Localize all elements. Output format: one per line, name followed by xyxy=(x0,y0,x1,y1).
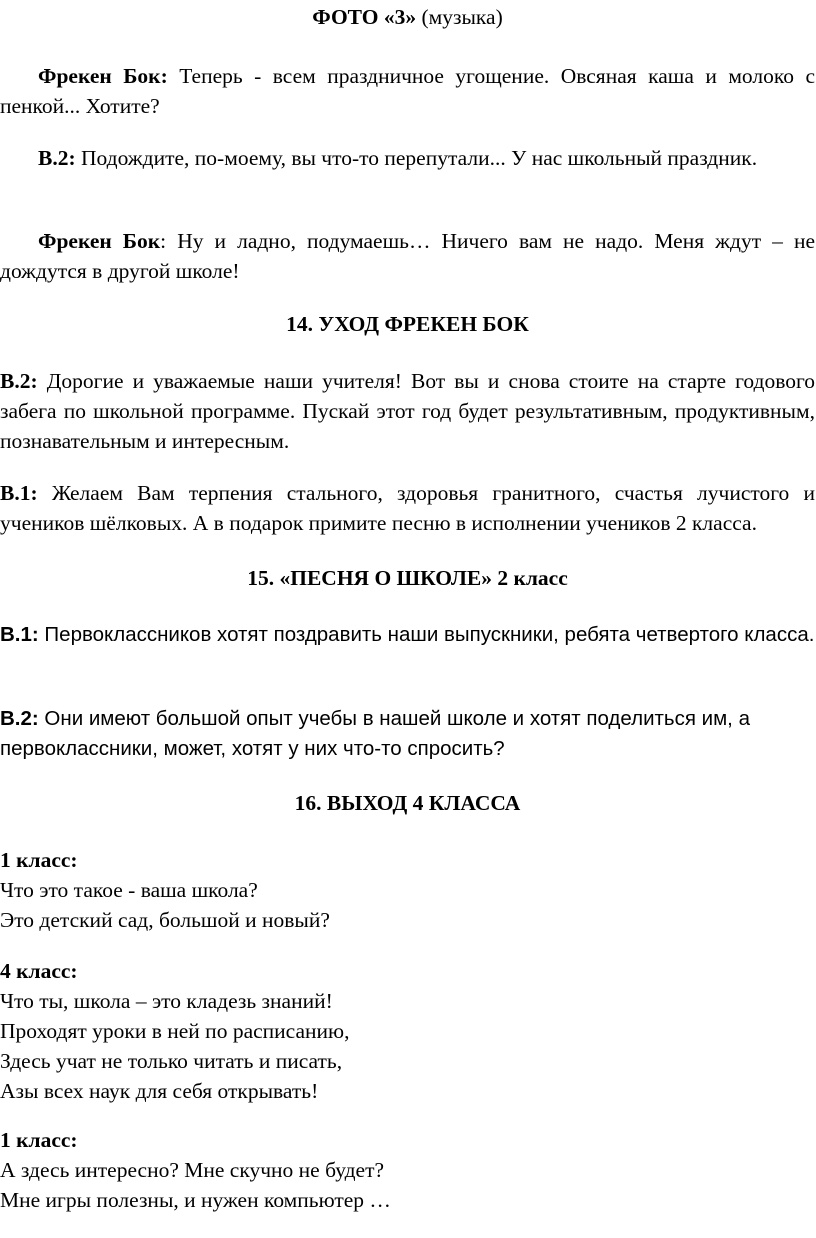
paragraph-text: Теперь - всем праздничное угощение. Овсяная каша и молоко с пенкой... Хотите? xyxy=(0,64,815,118)
verse-line: Это детский сад, большой и новый? xyxy=(0,908,330,932)
paragraph-freken-bok-1 xyxy=(0,61,815,121)
speaker-label: В.2: xyxy=(0,707,39,730)
paragraph-v2-3 xyxy=(0,704,815,764)
photo-heading xyxy=(0,2,815,32)
speaker-label: В.1: xyxy=(0,623,39,646)
section-heading-16: 16. ВЫХОД 4 КЛАССА xyxy=(294,791,521,815)
verse-line: Проходят уроки в ней по расписанию, xyxy=(0,1019,350,1043)
speaker-label: Фрекен Бок: xyxy=(38,64,168,88)
verse-speaker: 1 класс: xyxy=(0,848,78,872)
photo-heading-bold: ФОТО «3» xyxy=(312,5,417,29)
paragraph-text: Желаем Вам терпения стального, здоровья гранитного, счастья лучистого и учеников шёлковых. А в подарок примите песню в исполнении учеников 2 класса. xyxy=(0,481,815,535)
paragraph-text: Они имеют большой опыт учебы в нашей школе и хотят поделиться им, а первоклассники, может, хотят у них что-то спросить? xyxy=(0,707,750,760)
paragraph-text: : Ну и ладно, подумаешь… Ничего вам не надо. Меня ждут – не дождутся в другой школе! xyxy=(0,229,816,283)
paragraph-text: Первоклассников хотят поздравить наши выпускники, ребята четвертого класса. xyxy=(38,623,815,646)
section-heading-14: 14. УХОД ФРЕКЕН БОК xyxy=(286,312,529,336)
verse-3 xyxy=(0,1125,815,1215)
paragraph-v2-2 xyxy=(0,366,815,456)
paragraph-freken-bok-2 xyxy=(0,226,815,286)
verse-line: Азы всех наук для себя открывать! xyxy=(0,1079,319,1103)
verse-2 xyxy=(0,956,815,1106)
speaker-label: Фрекен Бок xyxy=(38,229,161,253)
speaker-label: В.2: xyxy=(38,146,76,170)
verse-speaker: 4 класс: xyxy=(0,959,78,983)
verse-line: А здесь интересно? Мне скучно не будет? xyxy=(0,1158,385,1182)
paragraph-text: Дорогие и уважаемые наши учителя! Вот вы и снова стоите на старте годового забега по школьной программе. Пускай этот год будет результативным, продуктивным, познавательным и интересным. xyxy=(0,369,815,453)
verse-line: Что это такое - ваша школа? xyxy=(0,878,258,902)
paragraph-text: Подождите, по-моему, вы что-то перепутали... У нас школьный праздник. xyxy=(75,146,758,170)
verse-speaker: 1 класс: xyxy=(0,1128,78,1152)
paragraph-v1-1 xyxy=(0,478,815,538)
speaker-label: В.1: xyxy=(0,481,38,505)
paragraph-v1-2 xyxy=(0,620,815,650)
paragraph-v2-1 xyxy=(0,143,815,173)
speaker-label: В.2: xyxy=(0,369,38,393)
verse-line: Здесь учат не только читать и писать, xyxy=(0,1049,343,1073)
verse-line: Что ты, школа – это кладезь знаний! xyxy=(0,989,333,1013)
verse-1 xyxy=(0,845,815,935)
section-heading-15: 15. «ПЕСНЯ О ШКОЛЕ» 2 класс xyxy=(247,566,568,590)
verse-line: Мне игры полезны, и нужен компьютер … xyxy=(0,1188,391,1212)
photo-heading-note: (музыка) xyxy=(416,5,503,29)
